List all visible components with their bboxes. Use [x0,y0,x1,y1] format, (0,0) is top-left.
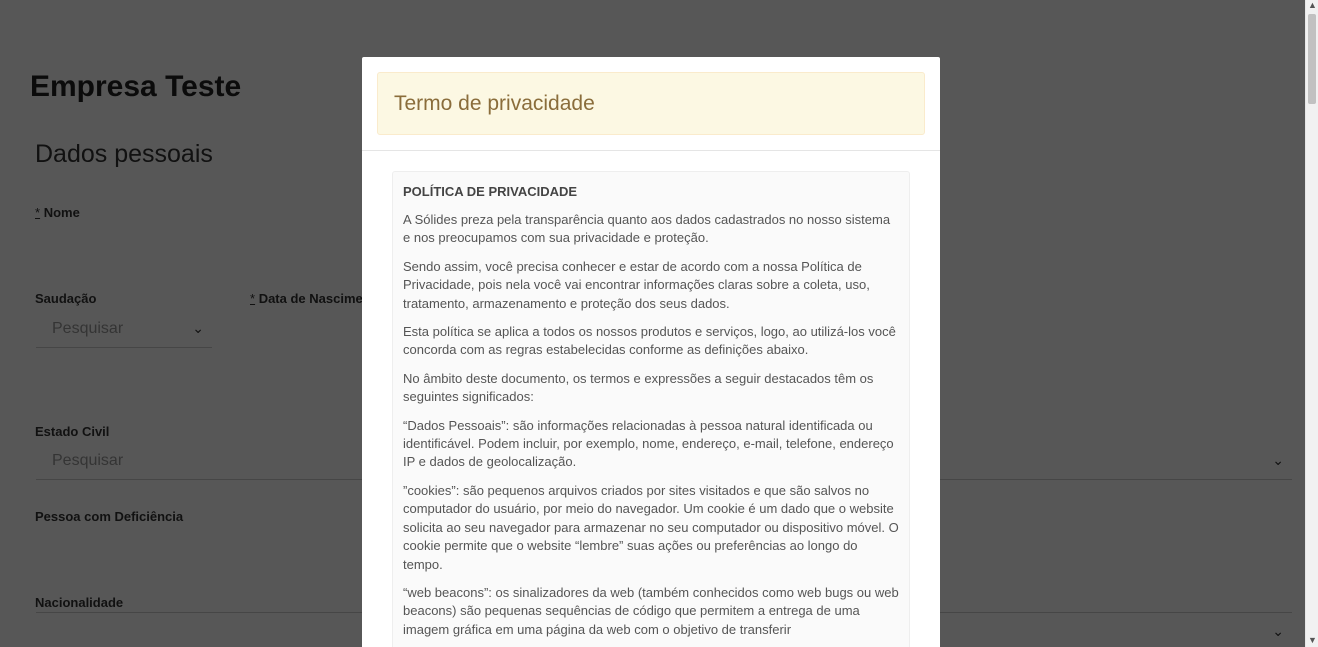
privacy-modal [362,57,940,647]
scroll-down-arrow-icon[interactable]: ▼ [1308,635,1317,645]
page-scrollbar[interactable] [1305,0,1318,647]
scroll-thumb[interactable] [1308,14,1316,104]
modal-header [362,57,940,151]
policy-paragraph: ”cookies”: são pequenos arquivos criados por sites visitados e que são salvos no computador do usuário, por meio do navegador. Um cookie é um dado que o website solicita ao seu navegador para armazenar no seu computador ou dispositivo móvel. O cookie permite que o website “lembre” suas ações ou preferências ao longo do tempo. [403,482,899,572]
policy-paragraph: A Sólides preza pela transparência quanto aos dados cadastrados no nosso sistema e nos preocupamos com sua privacidade e proteção. [403,212,891,246]
privacy-policy-content[interactable] [392,171,910,647]
scroll-up-arrow-icon[interactable]: ▲ [1308,0,1317,10]
modal-title: Termo de privacidade [394,92,595,115]
modal-title-alert [377,72,925,135]
policy-paragraph: “Dados Pessoais”: são informações relacionadas à pessoa natural identificada ou identificável. Podem incluir, por exemplo, nome, endereço, e-mail, telefone, endereço IP e dados de geolocalização. [403,417,894,470]
policy-title: POLÍTICA DE PRIVACIDADE [403,184,578,199]
policy-paragraph: Sendo assim, você precisa conhecer e estar de acordo com a nossa Política de Privacidade, pois nela você vai encontrar informações claras sobre a coleta, uso, tratamento, armazenamento e proteção dos seus dados. [403,258,870,311]
policy-paragraph: Esta política se aplica a todos os nossos produtos e serviços, logo, ao utilizá-los você concorda com as regras estabelecidas conforme as definições abaixo. [403,324,896,358]
policy-paragraph: “web beacons”: os sinalizadores da web (também conhecidos como web bugs ou web beacons) são pequenas sequências de código que permitem a entrega de uma imagem gráfica em uma página da web com o objetivo de transferir [403,584,899,637]
policy-paragraph: No âmbito deste documento, os termos e expressões a seguir destacados têm os seguintes significados: [403,370,874,405]
